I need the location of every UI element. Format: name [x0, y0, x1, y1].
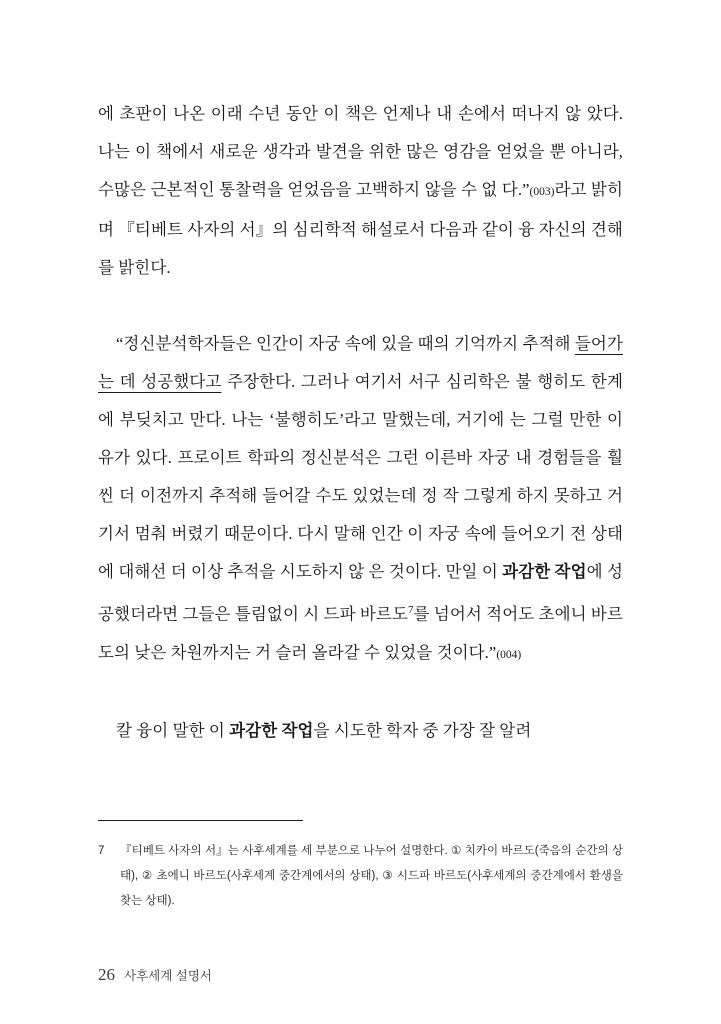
footnote-number: 7	[98, 845, 105, 857]
paragraph-1-line-2: 았다. 나는 이 책에서 새로운 생각과 발견을 위한 많은 영감을 얻었을	[98, 104, 623, 161]
paragraph-1-line-3: 뿐 아니라, 수많은 근본적인 통찰력을 얻었음을 고백하지 않을 수 없	[98, 142, 624, 199]
footnote-reference-7[interactable]: 7	[408, 604, 414, 616]
page-number: 26	[98, 965, 115, 984]
paragraph-3-line-1b: 을 시도한 학자 중 가장 잘 알려	[313, 720, 532, 740]
citation-004: (004)	[496, 648, 522, 661]
paragraph-2-line-9b: 를 넘어서 적어도 초에니 바르도의 낮은 차원까지는 거	[98, 604, 623, 662]
paragraph-2-line-9a: 드파 바르도	[323, 604, 408, 624]
paragraph-2-line-4: 는 그럴 만한 이유가 있다. 프로이트 학파의 정신분석은 그런 이른바	[98, 410, 623, 467]
paragraph-2-quote-open: “정신분석학자들은 인간이 자궁 속에 있을 때의 기억까지 추적해	[116, 334, 571, 353]
paragraph-2-bold-phrase-1: 과감한 작업	[502, 562, 587, 581]
running-book-title: 사후세계 설명서	[124, 969, 212, 983]
paragraph-spacer-2	[98, 674, 623, 712]
paragraph-spacer-1	[98, 287, 623, 325]
paragraph-2-line-2-rest: 주장한다. 그러나 여기서 서구 심리학은 불	[221, 372, 532, 391]
paragraph-2-underlined-phrase: 들어가는 데 성공했다고	[98, 334, 623, 391]
page-footer	[98, 965, 212, 985]
paragraph-3	[98, 712, 623, 750]
paragraph-2-line-10a: 슬러 올라갈 수 있었을 것이다.”	[275, 642, 497, 662]
paragraph-1	[98, 95, 623, 287]
paragraph-2-line-8b: 에 성공했더라면 그들은 틀림없이 시	[98, 562, 623, 624]
paragraph-2-line-7: 이 자궁 속에 들어오기 전 상태에 대해선 더 이상 추적을 시도하지 않	[98, 524, 623, 581]
footnote-area	[98, 820, 623, 914]
footnote-text: 『티베트 사자의 서』는 사후세계를 세 부분으로 나누어 설명한다. ① 치카이 바르도(죽음의 순간의 상태), ② 초에니 바르도(사후세계 중간계에서의 상태), ③ 시드파 바르도(사후세계의 중간계에서 환생을 찾는 상태).	[120, 845, 623, 907]
paragraph-3-bold-phrase: 과감한 작업	[229, 720, 314, 740]
paragraph-2-line-5: 자궁 내 경험들을 훨씬 더 이전까지 추적해 들어갈 수도 있었는데 정	[98, 448, 623, 505]
paragraph-1-line-1: 에 초판이 나온 이래 수년 동안 이 책은 언제나 내 손에서 떠나지 않	[98, 104, 582, 123]
citation-003: (003)	[529, 186, 555, 198]
paragraph-1-line-5: 같이 융 자신의 견해를 밝힌다.	[98, 220, 623, 277]
paragraph-2-line-8a: 은 것이다. 만일 이	[368, 562, 503, 581]
page-body	[98, 95, 623, 750]
footnote-item	[98, 839, 623, 914]
paragraph-1-line-4b: 라고 밝히며 『티베트 사자의 서』의 심리학적 해설로서 다음과	[98, 180, 623, 239]
paragraph-2-line-3: 행히도 한계에 부딪치고 만다. 나는 ‘불행히도’라고 말했는데, 거기에	[98, 372, 623, 429]
paragraph-2	[98, 325, 623, 674]
footnote-separator-rule	[98, 820, 303, 821]
paragraph-2-line-6: 작 그렇게 하지 못하고 거기서 멈춰 버렸기 때문이다. 다시 말해 인간	[98, 486, 623, 543]
paragraph-1-line-4a: 다.”	[501, 180, 530, 199]
paragraph-3-line-1a: 칼 융이 말한 이	[116, 720, 230, 740]
